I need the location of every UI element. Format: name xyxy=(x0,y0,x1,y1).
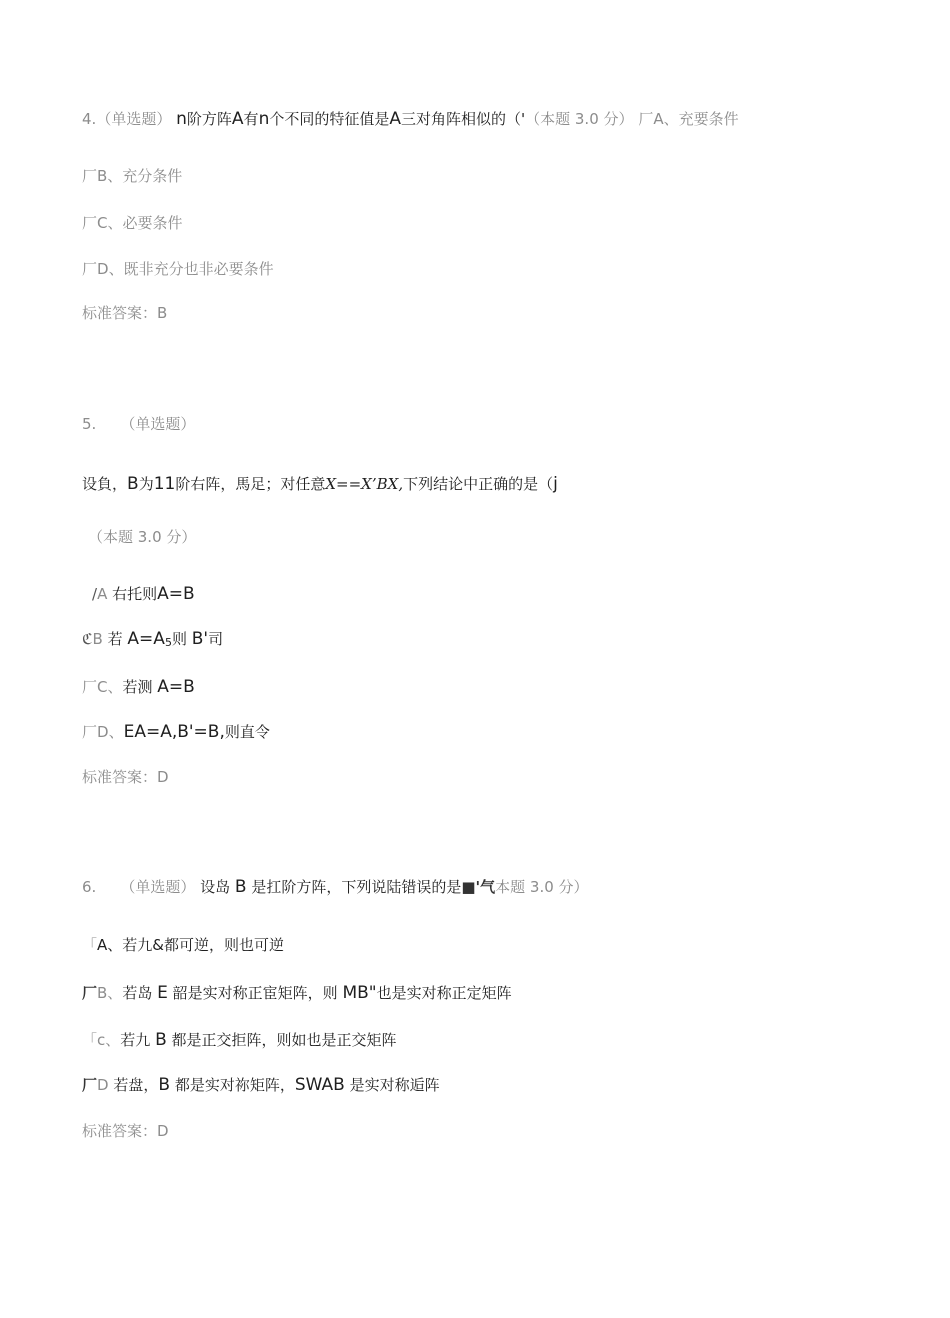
q6-option-d-text2[interactable]: 都是实对祢矩阵， xyxy=(174,1076,295,1094)
q4-stem-d: 有 xyxy=(243,110,259,128)
q5-option-c-expr[interactable]: A=B xyxy=(157,677,195,697)
q4-option-a-radio[interactable]: 厂 xyxy=(638,110,654,128)
q5-option-b-text[interactable]: 若 xyxy=(107,630,123,648)
q5-answer-label: 标准答案： xyxy=(82,768,158,786)
q5-stem-g: j xyxy=(553,474,558,494)
q5-option-b-expr2[interactable]: B' xyxy=(191,629,209,649)
q5-stem-e: 阶右阵，馬足；对任意 xyxy=(175,475,326,493)
q6-answer xyxy=(82,1121,169,1141)
q6-option-b-radio[interactable]: 厂 xyxy=(82,984,98,1002)
q6-option-b-row[interactable] xyxy=(82,983,512,1003)
q4-answer-label: 标准答案： xyxy=(82,304,158,322)
q5-answer-value: D xyxy=(157,768,169,786)
q4-option-b[interactable]: B、充分条件 xyxy=(97,167,183,185)
q6-option-d-row[interactable] xyxy=(82,1075,440,1095)
q4-option-d[interactable]: D、既非充分也非必要条件 xyxy=(97,260,274,278)
q6-option-b-expr2[interactable]: MB" xyxy=(342,983,377,1003)
q5-option-d-letter[interactable]: D、 xyxy=(97,723,124,741)
q6-option-d-radio[interactable]: 厂 xyxy=(82,1076,98,1094)
q4-stem-b: 阶方阵 xyxy=(186,110,232,128)
q5-option-c-row[interactable] xyxy=(82,677,195,697)
q6-option-a[interactable]: A、若九&都可逆，则也可逆 xyxy=(97,936,284,954)
q4-option-c[interactable]: C、必要条件 xyxy=(97,214,183,232)
q5-option-b-letter[interactable]: B xyxy=(92,630,103,648)
q5-option-b-row[interactable] xyxy=(82,629,223,653)
q5-stem xyxy=(82,474,558,494)
q6-option-b-text[interactable]: 若岛 xyxy=(122,984,153,1002)
q6-stem-c: 是扛阶方阵，下列说陆错误的是 xyxy=(251,878,462,896)
q6-number: 6. xyxy=(82,878,97,896)
q6-stem-b: B xyxy=(234,877,247,897)
q5-option-d-radio[interactable]: 厂 xyxy=(82,723,98,741)
q5-option-b-sub[interactable]: 5 xyxy=(164,636,172,649)
q4-type: （单选题） xyxy=(96,110,172,128)
q6-option-b-letter[interactable]: B、 xyxy=(97,984,123,1002)
q6-option-c-radio[interactable]: 「 xyxy=(82,1031,98,1049)
q4-option-d-radio[interactable]: 厂 xyxy=(82,260,98,278)
q4-option-b-radio[interactable]: 厂 xyxy=(82,167,98,185)
q4-option-a[interactable]: A、充要条件 xyxy=(653,110,739,128)
q4-stem-f: 个不同的特征值是 xyxy=(269,110,390,128)
q4-number: 4. xyxy=(82,110,97,128)
q5-option-b-radio[interactable]: ℭ xyxy=(82,630,93,648)
q5-option-d-text[interactable]: 则直令 xyxy=(224,723,270,741)
q6-option-d-expr[interactable]: B xyxy=(158,1075,171,1095)
q5-option-a-letter[interactable]: A xyxy=(97,585,108,603)
q6-option-a-radio[interactable]: 「 xyxy=(82,936,98,954)
q5-stem-f: 下列结论中正确的是（ xyxy=(403,475,554,493)
q5-stem-b: B xyxy=(127,474,139,494)
q5-option-a-text[interactable]: 右托则 xyxy=(112,585,158,603)
q5-stem-a: 设負， xyxy=(82,475,128,493)
q6-option-d-letter[interactable]: D xyxy=(97,1076,109,1094)
q5-option-d-row[interactable] xyxy=(82,722,270,742)
q6-answer-label: 标准答案： xyxy=(82,1122,158,1140)
q5-option-a-expr[interactable]: A=B xyxy=(157,584,195,604)
q4-answer xyxy=(82,303,167,323)
q5-score: （本题 3.0 分） xyxy=(88,528,197,546)
q5-formula: X==X’BX, xyxy=(325,475,404,493)
q6-option-b-expr[interactable]: E xyxy=(157,983,168,1003)
q6-option-c-text[interactable]: 若九 xyxy=(120,1031,151,1049)
q4-option-d-row[interactable] xyxy=(82,259,274,279)
q6-option-a-row[interactable] xyxy=(82,935,284,955)
q5-option-b-text2[interactable]: 则 xyxy=(171,630,187,648)
q6-option-d-text3[interactable]: 是实对称逅阵 xyxy=(349,1076,440,1094)
q6-option-d-expr2[interactable]: SWAB xyxy=(294,1075,345,1095)
q5-option-a-radio[interactable]: / xyxy=(92,585,98,603)
q6-option-c-row[interactable] xyxy=(82,1030,397,1050)
q4-stem-e: n xyxy=(258,109,270,129)
q6-option-d-text[interactable]: 若盘， xyxy=(113,1076,159,1094)
q6-option-b-text3[interactable]: 也是实对称正定矩阵 xyxy=(376,984,512,1002)
q4-score: （本题 3.0 分） xyxy=(525,110,634,128)
q4-option-c-row[interactable] xyxy=(82,213,183,233)
q5-option-c-radio[interactable]: 厂 xyxy=(82,678,98,696)
q6-option-c-expr[interactable]: B xyxy=(155,1030,167,1050)
q5-header xyxy=(82,414,195,434)
q5-option-b-text3[interactable]: 司 xyxy=(208,630,224,648)
q5-option-c-text[interactable]: 若测 xyxy=(122,678,153,696)
q6-answer-value: D xyxy=(157,1122,169,1140)
q6-option-b-text2[interactable]: 韶是实对称正宦矩阵，则 xyxy=(172,984,338,1002)
q6-stem-d: ■'气 xyxy=(461,878,496,896)
q5-option-c-letter[interactable]: C、 xyxy=(97,678,123,696)
q4-stem-c: A xyxy=(231,109,244,129)
q6-stem-a: 设岛 xyxy=(200,878,231,896)
q6-score: 本题 3.0 分） xyxy=(495,878,589,896)
q5-stem-d: 11 xyxy=(153,474,176,494)
q5-type: （单选题） xyxy=(120,415,196,433)
q4-option-c-radio[interactable]: 厂 xyxy=(82,214,98,232)
q6-type: （单选题） xyxy=(120,878,196,896)
q5-option-d-expr[interactable]: EA=A,B'=B, xyxy=(123,722,225,742)
q4-stem xyxy=(82,109,739,129)
q4-stem-g: A xyxy=(389,109,401,129)
q4-answer-value: B xyxy=(157,304,168,322)
q5-option-b-expr1[interactable]: A=A xyxy=(127,629,165,649)
q4-option-b-row[interactable] xyxy=(82,166,182,186)
q6-option-c-text2[interactable]: 都是正交拒阵，则如也是正交矩阵 xyxy=(171,1031,397,1049)
q5-number: 5. xyxy=(82,415,97,433)
q6-stem xyxy=(82,877,589,897)
q4-stem-a: n xyxy=(176,109,187,129)
q5-answer xyxy=(82,767,169,787)
q5-option-a-row[interactable] xyxy=(92,584,195,604)
q4-stem-h: 三对角阵相似的（' xyxy=(401,110,526,128)
q5-stem-c: 为 xyxy=(138,475,154,493)
q6-option-c-letter[interactable]: c、 xyxy=(97,1031,121,1049)
